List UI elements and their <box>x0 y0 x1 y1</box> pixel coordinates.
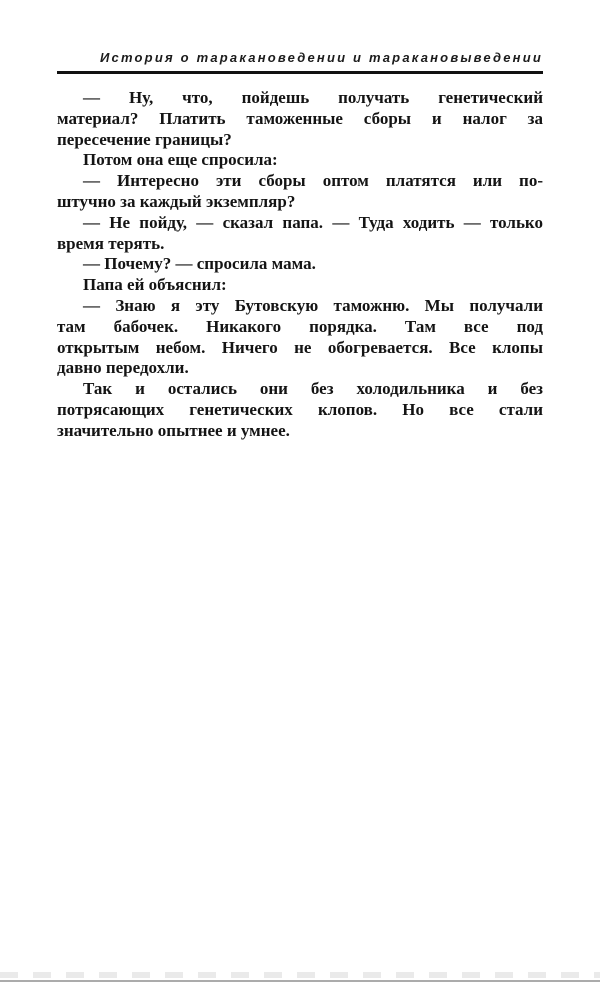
page-bottom-scan-artifact <box>0 972 600 978</box>
text-line: Потом она еще спросила: <box>83 150 278 170</box>
text-line: Так и остались они без холодильника и без <box>83 379 543 399</box>
text-line: открытым небом. Ничего не обогревается. Все клопы <box>57 337 543 357</box>
text-line: штучно за каждый экземпляр? <box>57 191 296 211</box>
text-line: — Почему? — спросила мама. <box>83 254 316 274</box>
text-line: — Интересно эти сборы оптом платятся или по- <box>83 171 543 191</box>
text-line: время терять. <box>57 233 165 253</box>
running-header-title: История о таракановедении и таракановыведении <box>99 50 543 65</box>
text-line: давно передохли. <box>57 358 189 378</box>
text-line: материал? Платить таможенные сборы и налог за <box>57 108 543 128</box>
text-line: потрясающих генетических клопов. Но все стали <box>57 399 543 419</box>
text-line: значительно опытнее и умнее. <box>57 420 290 440</box>
text-line: — Ну, что, пойдешь получать генетический <box>83 88 543 107</box>
text-line: — Знаю я эту Бутовскую таможню. Мы получали <box>83 295 543 315</box>
text-line: там бабочек. Никакого порядка. Там все под <box>57 316 543 336</box>
running-header <box>57 50 543 65</box>
text-line: — Не пойду, — сказал папа. — Туда ходить — только <box>83 212 543 232</box>
text-line: Папа ей объяснил: <box>83 275 227 295</box>
page-bottom-edge <box>0 980 600 982</box>
header-rule <box>57 71 543 74</box>
body-text <box>57 88 543 442</box>
text-line: пересечение границы? <box>57 129 232 149</box>
